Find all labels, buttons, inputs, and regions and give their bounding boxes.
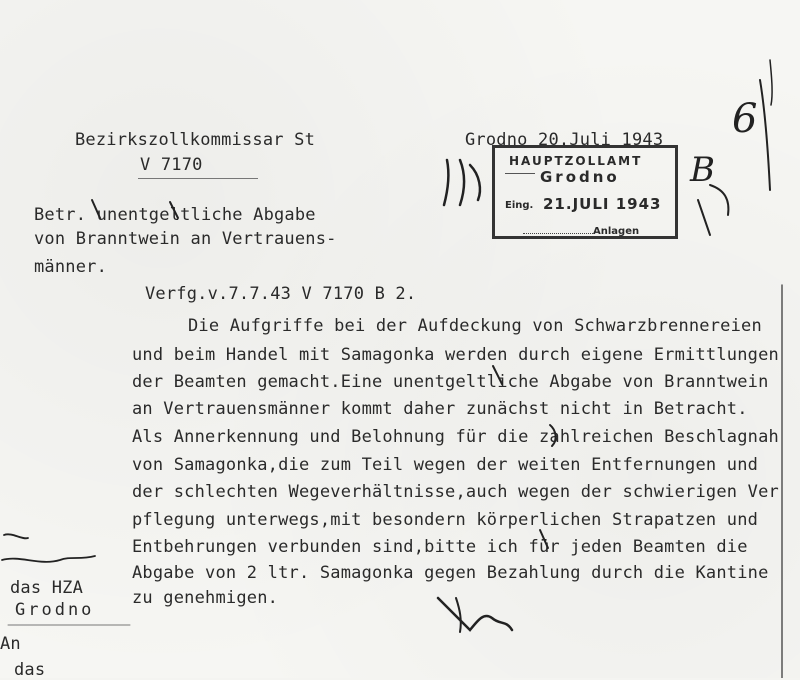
sender-office: Bezirkszollkommissar St bbox=[75, 130, 316, 150]
stamp-title: HAUPTZOLLAMT bbox=[509, 154, 643, 168]
body-line: und beim Handel mit Samagonka werden durch eigene Ermittlungen bbox=[132, 345, 779, 365]
body-line: Als Annerkennung und Belohnung für die zahlreichen Beschlagnah bbox=[132, 427, 779, 447]
handwritten-page-number: 6 bbox=[732, 96, 758, 142]
subject-line-3: männer. bbox=[34, 257, 108, 277]
body-line: Die Aufgriffe bei der Aufdeckung von Schwarzbrennereien bbox=[188, 316, 762, 336]
subject-line-1: Betr. unentgeltliche Abgabe bbox=[34, 205, 316, 225]
reference-number: V 7170 bbox=[140, 155, 203, 175]
margin-addressee-city: Grodno bbox=[15, 600, 95, 620]
margin-addressee: das HZA bbox=[10, 578, 84, 598]
margin-an: An bbox=[0, 634, 21, 654]
order-reference: Verfg.v.7.7.43 V 7170 B 2. bbox=[145, 284, 417, 304]
handwritten-annotation: B bbox=[690, 150, 715, 190]
body-line: der schlechten Wegeverhältnisse,auch wegen der schwierigen Ver bbox=[132, 482, 779, 502]
body-line: der Beamten gemacht.Eine unentgeltliche Abgabe von Branntwein bbox=[132, 372, 769, 392]
stamp-received-label: Eing. bbox=[505, 200, 534, 211]
place-and-date: Grodno 20.Juli 1943 bbox=[465, 130, 664, 150]
body-line: an Vertrauensmänner kommt daher zunächst nicht in Betracht. bbox=[132, 399, 748, 419]
body-line: Abgabe von 2 ltr. Samagonka gegen Bezahlung durch die Kantine bbox=[132, 563, 769, 583]
body-line: zu genehmigen. bbox=[132, 588, 279, 608]
stamp-city: Grodno bbox=[540, 168, 620, 186]
stamp-received-date: 21.JULI 1943 bbox=[543, 195, 662, 213]
margin-das: das bbox=[14, 660, 46, 680]
body-line: von Samagonka,die zum Teil wegen der weiten Entfernungen und bbox=[132, 455, 759, 475]
stamp-attachments-label: Anlagen bbox=[593, 226, 640, 237]
body-line: Entbehrungen verbunden sind,bitte ich für jeden Beamten die bbox=[132, 537, 748, 557]
subject-line-2: von Branntwein an Vertrauens- bbox=[34, 229, 337, 249]
body-line: pflegung unterwegs,mit besondern körperlichen Strapatzen und bbox=[132, 510, 759, 530]
